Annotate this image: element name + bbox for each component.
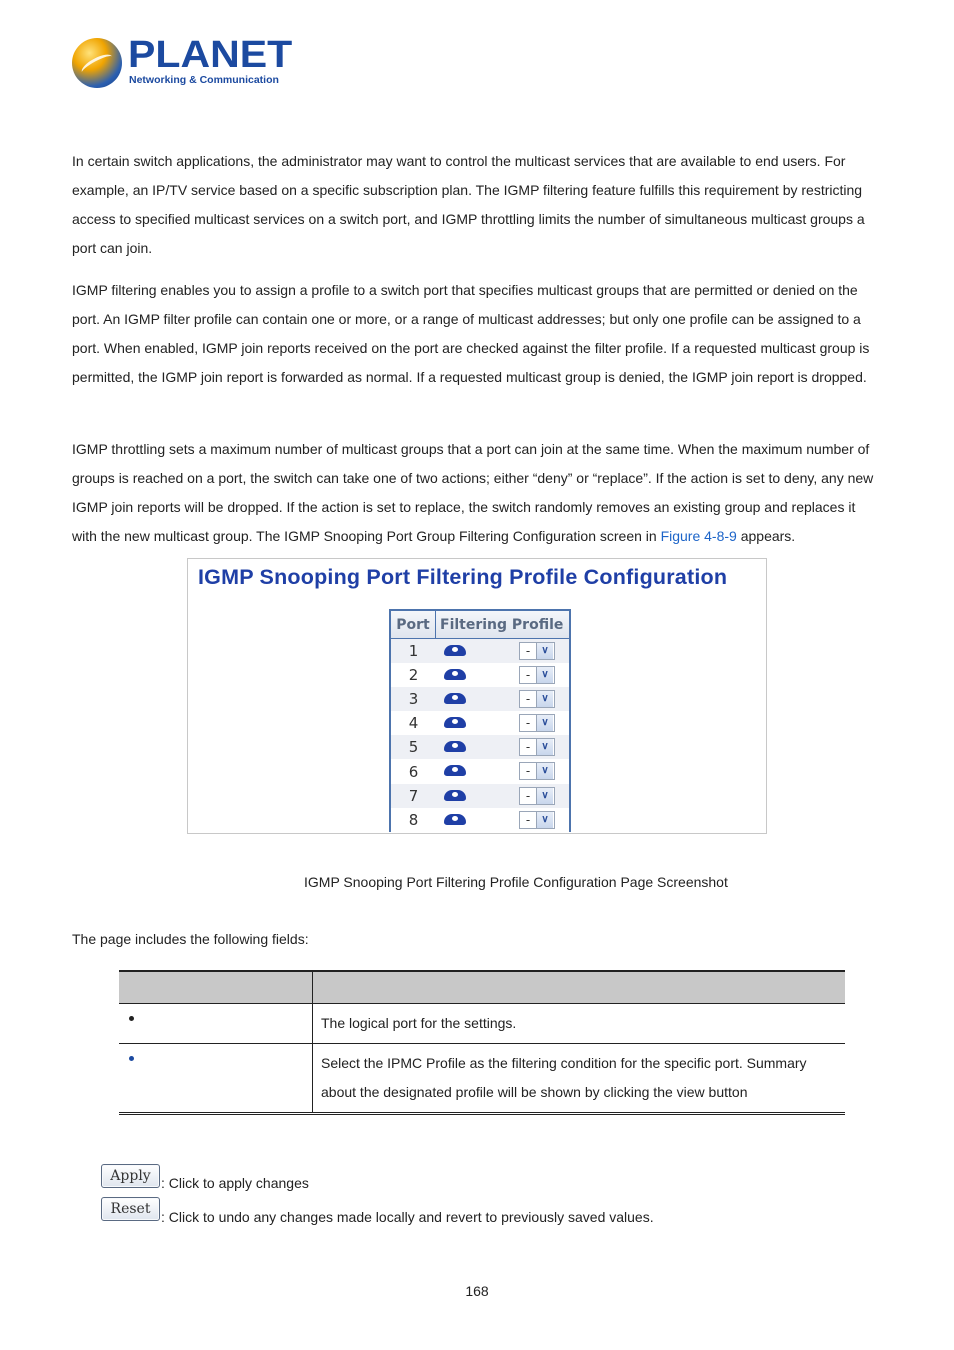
paragraph-text: IGMP throttling sets a maximum number of multicast groups that a port can join at the same time. When the maximum number of groups is reached on a port, the switch can take one of two actions; either “deny” or “replace”. If the action is set to deny, any new IGMP join reports will be dropped. If the action is set to replace, the switch randomly removes an existing group and replaces it with the new multicast group. The IGMP Snooping Port Group Filtering Configuration screen in — [72, 441, 874, 544]
figure-link[interactable]: Figure 4-8-9 — [660, 528, 737, 544]
profile-select[interactable] — [519, 811, 555, 829]
table-row — [391, 759, 569, 783]
port-number: 8 — [408, 810, 419, 829]
profile-select-value: - — [525, 788, 531, 803]
column-header-filtering-profile: Filtering Profile — [440, 617, 564, 633]
port-number: 7 — [408, 786, 419, 805]
planet-logo — [72, 34, 293, 92]
profile-select-value: - — [525, 764, 531, 779]
chevron-down-icon[interactable]: ∨ — [536, 715, 553, 731]
header-cell-object — [119, 972, 313, 1003]
profile-select[interactable] — [519, 787, 555, 805]
table-row — [391, 808, 569, 832]
profile-select[interactable] — [519, 690, 555, 708]
apply-description: : Click to apply changes — [161, 1175, 309, 1191]
apply-button[interactable]: Apply — [101, 1164, 160, 1188]
view-icon[interactable] — [444, 693, 466, 704]
column-header-port: Port — [391, 611, 436, 638]
view-icon[interactable] — [444, 790, 466, 801]
profile-select[interactable] — [519, 642, 555, 660]
chevron-down-icon[interactable]: ∨ — [536, 691, 553, 707]
port-number: 3 — [408, 690, 419, 709]
chevron-down-icon[interactable]: ∨ — [536, 812, 553, 828]
profile-select-value: - — [525, 644, 531, 658]
chevron-down-icon[interactable]: ∨ — [536, 667, 553, 683]
description-cell: Select the IPMC Profile as the filtering condition for the specific port. Summary about the designated profile will be shown by clicking the view button — [321, 1055, 807, 1100]
profile-select-value: - — [525, 716, 531, 731]
profile-select-value: - — [525, 692, 531, 707]
port-number: 1 — [408, 642, 419, 661]
port-number: 6 — [408, 762, 419, 781]
view-icon[interactable] — [444, 765, 466, 776]
view-icon[interactable] — [444, 717, 466, 728]
object-cell — [119, 1044, 313, 1112]
view-icon[interactable] — [444, 741, 466, 752]
paragraph-text-end: appears. — [736, 528, 796, 544]
profile-select-value: - — [525, 668, 531, 683]
table-row — [391, 639, 569, 663]
chevron-down-icon[interactable]: ∨ — [536, 643, 553, 659]
view-icon[interactable] — [444, 814, 466, 825]
paragraph-intro: In certain switch applications, the administrator may want to control the multicast services that are available to end users. For example, an IP/TV service based on a specific subscription plan. The IGMP filtering feature fulfills this requirement by restricting access to specified multicast services on a switch port, and IGMP throttling limits the number of simultaneous multicast groups a port can join. — [72, 153, 865, 256]
table-row — [391, 687, 569, 711]
description-cell: The logical port for the settings. — [321, 1015, 517, 1031]
profile-select[interactable] — [519, 714, 555, 732]
view-icon[interactable] — [444, 645, 466, 656]
table-row — [119, 1004, 845, 1044]
table-row — [391, 735, 569, 759]
profile-select[interactable] — [519, 738, 555, 756]
table-row — [391, 711, 569, 735]
bullet-icon — [129, 1056, 134, 1061]
view-icon[interactable] — [444, 669, 466, 680]
paragraph-igmp-throttling — [72, 435, 884, 551]
chevron-down-icon[interactable]: ∨ — [536, 763, 553, 779]
table-row — [391, 784, 569, 808]
logo-wordmark: PLANET — [128, 34, 293, 76]
screenshot-title: IGMP Snooping Port Filtering Profile Configuration — [198, 565, 728, 589]
chevron-down-icon[interactable]: ∨ — [536, 788, 553, 804]
chevron-down-icon[interactable]: ∨ — [536, 739, 553, 755]
table-header — [391, 611, 569, 639]
fields-table-header — [119, 972, 845, 1004]
port-number: 4 — [408, 714, 419, 733]
port-number: 5 — [408, 738, 419, 757]
profile-select-value: - — [525, 812, 531, 827]
table-row — [391, 663, 569, 687]
profile-select-value: - — [525, 740, 531, 755]
page-number: 168 — [465, 1283, 489, 1299]
fields-intro: The page includes the following fields: — [72, 931, 309, 947]
reset-description: : Click to undo any changes made locally and revert to previously saved values. — [161, 1209, 654, 1225]
port-filtering-table — [389, 609, 571, 832]
globe-logo-icon — [72, 38, 122, 88]
profile-select[interactable] — [519, 762, 555, 780]
logo-tagline: Networking & Communication — [129, 74, 279, 86]
reset-button[interactable]: Reset — [101, 1197, 160, 1221]
port-number: 2 — [408, 666, 419, 685]
profile-select[interactable] — [519, 666, 555, 684]
bullet-icon — [129, 1016, 134, 1021]
fields-table — [119, 970, 845, 1115]
table-row — [119, 1044, 845, 1112]
figure-caption: IGMP Snooping Port Filtering Profile Configuration Page Screenshot — [304, 874, 728, 890]
paragraph-igmp-filtering: IGMP filtering enables you to assign a profile to a switch port that specifies multicast groups that are permitted or denied on the port. An IGMP filter profile can contain one or more, or a range of multicast addresses; but only one profile can be assigned to a port. When enabled, IGMP join reports received on the port are checked against the filter profile. If a requested multicast group is permitted, the IGMP join report is forwarded as normal. If a requested multicast group is denied, the IGMP join report is dropped. — [72, 282, 870, 385]
object-cell — [119, 1004, 313, 1043]
config-screenshot — [187, 558, 767, 834]
